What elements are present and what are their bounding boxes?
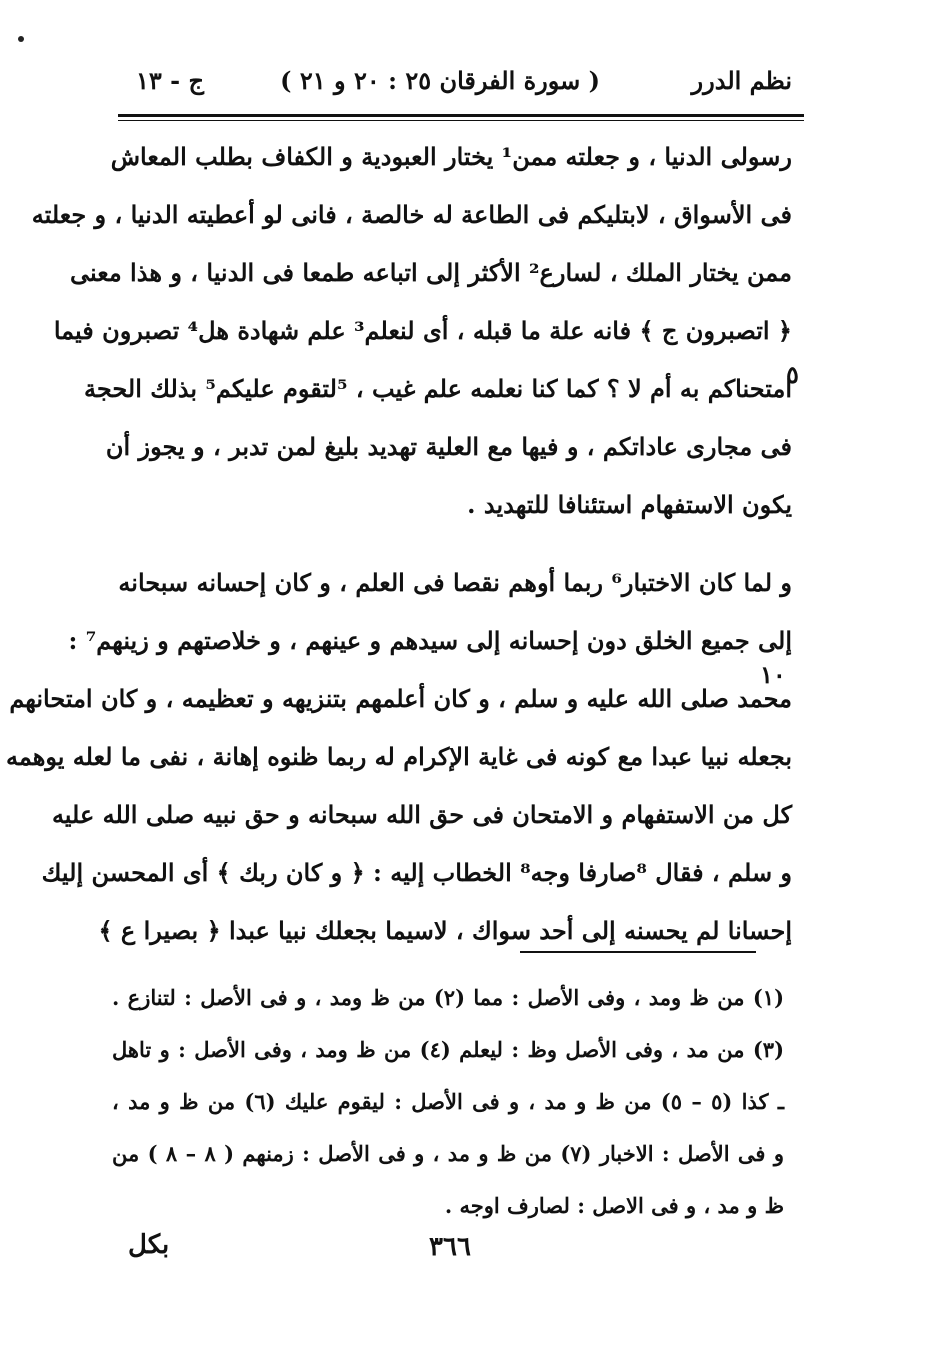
footnotes	[112, 972, 784, 1232]
footnote-line: (١) من ظ ومد ، وفى الأصل : مما (٢) من ظ ومد ، و فى الأصل : لتنازع .	[112, 985, 784, 1010]
header-rule-thick	[118, 114, 804, 117]
text-line: كل من الاستفهام و الامتحان فى حق الله سبحانه و حق نبيه صلى الله عليه	[51, 800, 792, 829]
text-line: ممن يختار الملك ، لسارع² الأكثر إلى اتباعه طمعا فى الدنيا ، و هذا معنى	[70, 258, 792, 287]
line-number-10: ١٠	[760, 660, 786, 689]
text-line: إحسانا لم يحسنه إلى أحد سواك ، لاسيما بجعلك نبيا عبدا ﴿ بصيرا ع ﴾	[98, 916, 792, 945]
footnote-line: ظ و مد ، و فى الاصل : لصارف اوجه .	[444, 1193, 784, 1218]
main-text	[5, 128, 792, 960]
text-line: و لما كان الاختبار⁶ ربما أوهم نقصا فى العلم ، و كان إحسانه سبحانه	[118, 568, 792, 597]
text-line: محمد صلى الله عليه و سلم ، و كان أعلمهم بتنزيهه و تعظيمه ، و كان امتحانهم	[9, 684, 792, 713]
header-rule-thin	[118, 120, 804, 121]
running-header	[120, 58, 800, 108]
line-number-5: ٥	[786, 360, 799, 389]
corner-dot	[18, 36, 24, 42]
text-line: رسولى الدنيا ، و جعلته ممن¹ يختار العبودية و الكفاف بطلب المعاش	[110, 142, 792, 171]
book-title: نظم الدرر	[691, 66, 792, 95]
text-line: بجعله نبيا عبدا مع كونه فى غاية الإكرام له ربما ظنوه إهانة ، نفى ما لعله يوهمه	[5, 742, 792, 771]
text-line: ﴿ اتصبرون ج ﴾ فانه علة ما قبله ، أى لنعلم³ علم شهادة هل⁴ تصبرون فيما	[53, 316, 792, 345]
volume-label: ج - ١٣	[136, 66, 204, 95]
text-line: امتحناكم به أم لا ؟ كما كنا نعلمه علم غيب ، ⁵لتقوم عليكم⁵ بذلك الحجة	[84, 374, 792, 403]
text-line: و سلم ، فقال ⁸صارفا وجه⁸ الخطاب إليه : ﴿ و كان ربك ﴾ أى المحسن إليك	[41, 858, 792, 887]
paragraph-gap	[120, 534, 792, 554]
footnote-line: (٣) من مد ، وفى الأصل وظ : ليعلم (٤) من ظ ومد ، وفى الأصل : و تاهل	[112, 1037, 784, 1062]
text-line: فى مجارى عاداتكم ، و فيها مع العلية تهديد بليغ لمن تدبر ، و يجوز أن	[105, 432, 792, 461]
surah-reference: ( سورة الفرقان ٢٥ : ٢٠ و ٢١ )	[280, 66, 600, 95]
text-line: إلى جميع الخلق دون إحسانه إلى سيدهم و عينهم ، و خلاصتهم و زينهم⁷ :	[68, 626, 792, 655]
footnote-line: ـ كذا (٥ – ٥) من ظ و مد ، و فى الأصل : ليقوم عليك (٦) من ظ و مد ،	[112, 1089, 784, 1114]
footnote-line: و فى الأصل : الاخبار (٧) من ظ و مد ، و فى الأصل : زمنهم ( ٨ – ٨ ) من	[112, 1141, 784, 1166]
text-line: يكون الاستفهام استئنافا للتهديد .	[467, 490, 792, 519]
page-number: ٣٦٦	[429, 1232, 471, 1262]
text-line: فى الأسواق ، لابتليكم فى الطاعة له خالصة ، فانى لو أعطيته الدنيا ، و جعلته	[31, 200, 792, 229]
catchword: بكل	[128, 1230, 170, 1260]
footnote-rule	[520, 951, 756, 953]
